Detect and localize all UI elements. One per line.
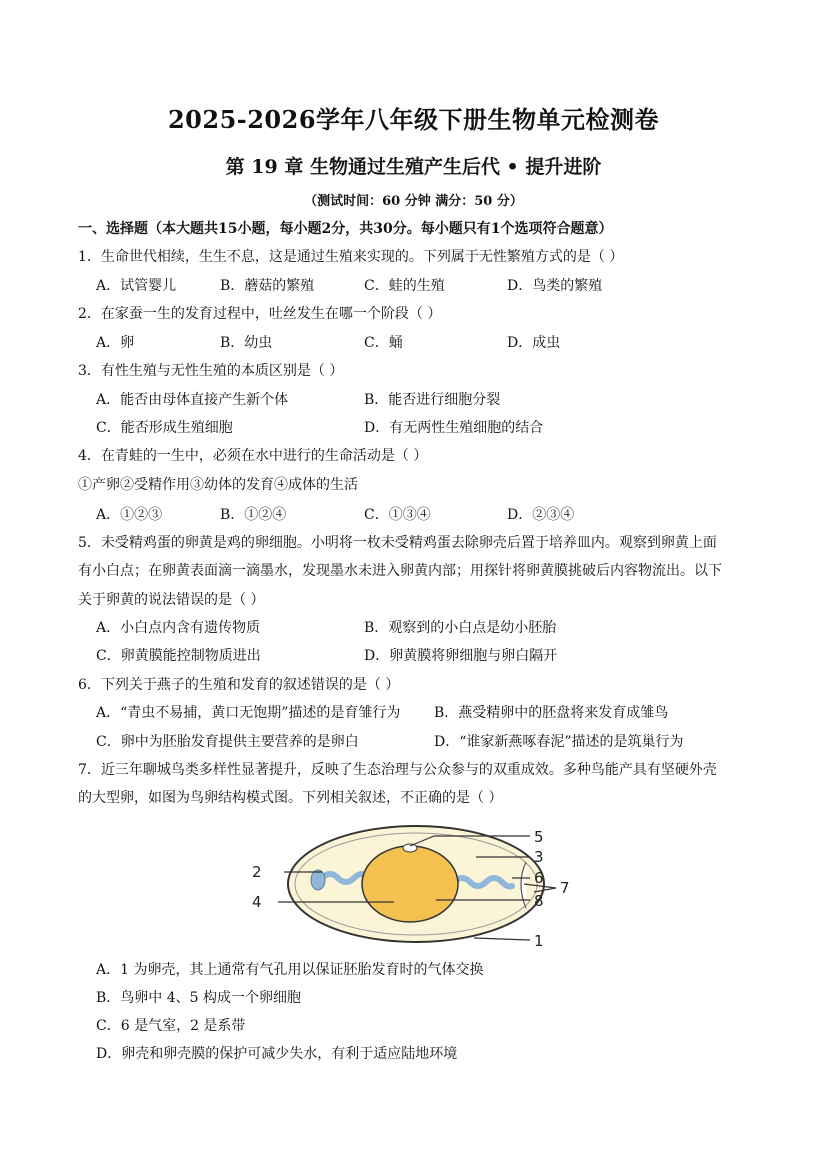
question-7-stem-line-1: 7．近三年聊城鸟类多样性显著提升，反映了生态治理与公众参与的双重成效。多种鸟能产具有坚硬外壳 [78, 762, 717, 778]
question-3-option-a: A．能否由母体直接产生新个体 [96, 392, 289, 408]
question-4-option-d: D．②③④ [507, 507, 575, 523]
question-1-option-c: C．蛙的生殖 [364, 278, 445, 294]
diagram-label-1: 1 [534, 932, 544, 950]
question-2-option-c: C．蛹 [364, 335, 403, 351]
question-5-option-d: D．卵黄膜将卵细胞与卵白隔开 [364, 648, 558, 664]
question-2-option-d: D．成虫 [507, 335, 561, 351]
question-6-option-b: B．燕受精卵中的胚盘将来发育成雏鸟 [434, 705, 669, 721]
question-5-option-a: A．小白点内含有遗传物质 [96, 620, 261, 636]
question-4-option-c: C．①③④ [364, 507, 431, 523]
question-3-option-c: C．能否形成生殖细胞 [96, 420, 233, 436]
diagram-label-3: 3 [534, 848, 544, 866]
question-2-option-b: B．幼虫 [220, 335, 273, 351]
time-score-note: （测试时间：60 分钟 满分：50 分） [304, 194, 523, 209]
question-6-option-d: D．“谁家新燕啄春泥”描述的是筑巢行为 [434, 734, 684, 750]
question-7-option-b: B．鸟卵中 4、5 构成一个卵细胞 [96, 990, 302, 1006]
question-3-stem: 3．有性生殖与无性生殖的本质区别是（ ） [78, 363, 344, 379]
chalaza-left-end [311, 870, 325, 890]
question-2-option-a: A．卵 [96, 335, 135, 351]
question-1-stem: 1．生命世代相续，生生不息，这是通过生殖来实现的。下列属于无性繁殖方式的是（ ） [78, 249, 624, 265]
exam-title: 2025-2026学年八年级下册生物单元检测卷 [167, 105, 660, 134]
question-1-option-a: A．试管婴儿 [96, 278, 177, 294]
germinal-disc [403, 844, 417, 852]
question-5-option-b: B．观察到的小白点是幼小胚胎 [364, 620, 557, 636]
question-5-stem-line-1: 5．未受精鸡蛋的卵黄是鸡的卵细胞。小明将一枚未受精鸡蛋去除卵壳后置于培养皿内。观察到卵黄上面 [78, 535, 717, 551]
yolk [362, 846, 458, 922]
diagram-label-4: 4 [252, 893, 262, 911]
diagram-label-5: 5 [534, 828, 544, 846]
question-4-stem: 4．在青蛙的一生中，必须在水中进行的生命活动是（ ） [78, 448, 428, 464]
question-7-option-c: C．6 是气室，2 是系带 [96, 1018, 246, 1034]
question-2-stem: 2．在家蚕一生的发育过程中，吐丝发生在哪一个阶段（ ） [78, 306, 442, 322]
question-5-option-c: C．卵黄膜能控制物质进出 [96, 648, 261, 664]
question-3-option-d: D．有无两性生殖细胞的结合 [364, 420, 544, 436]
question-6-stem: 6．下列关于燕子的生殖和发育的叙述错误的是（ ） [78, 677, 400, 693]
diagram-label-8: 8 [534, 892, 544, 910]
question-1-option-b: B．蘑菇的繁殖 [220, 278, 315, 294]
section-heading: 一、选择题（本大题共15小题，每小题2分，共30分。每小题只有1个选项符合题意） [78, 221, 613, 237]
diagram-label-7: 7 [560, 879, 570, 897]
diagram-label-6: 6 [534, 869, 544, 887]
question-4-option-b: B．①②④ [220, 507, 287, 523]
diagram-label-2: 2 [252, 863, 262, 881]
question-7-option-d: D．卵壳和卵壳膜的保护可减少失水，有利于适应陆地环境 [96, 1046, 458, 1062]
question-5-stem-line-2: 有小白点；在卵黄表面滴一滴墨水，发现墨水未进入卵黄内部；用探针将卵黄膜挑破后内容物流出。以下 [78, 563, 722, 579]
chapter-subtitle: 第 19 章 生物通过生殖产生后代 • 提升进阶 [225, 156, 602, 178]
question-4-option-a: A．①②③ [96, 507, 163, 523]
question-3-option-b: B．能否进行细胞分裂 [364, 392, 501, 408]
bird-egg-diagram [244, 820, 584, 952]
question-6-option-a: A．“青虫不易捕，黄口无饱期”描述的是育雏行为 [96, 705, 401, 721]
question-1-option-d: D．鸟类的繁殖 [507, 278, 603, 294]
question-7-stem-line-2: 的大型卵，如图为鸟卵结构模式图。下列相关叙述，不正确的是（ ） [78, 790, 503, 806]
question-6-option-c: C．卵中为胚胎发育提供主要营养的是卵白 [96, 734, 359, 750]
question-7-option-a: A．1 为卵壳，其上通常有气孔用以保证胚胎发育时的气体交换 [96, 962, 484, 978]
question-5-stem-line-3: 关于卵黄的说法错误的是（ ） [78, 592, 265, 608]
question-4-stem-items: ①产卵②受精作用③幼体的发育④成体的生活 [78, 477, 358, 493]
